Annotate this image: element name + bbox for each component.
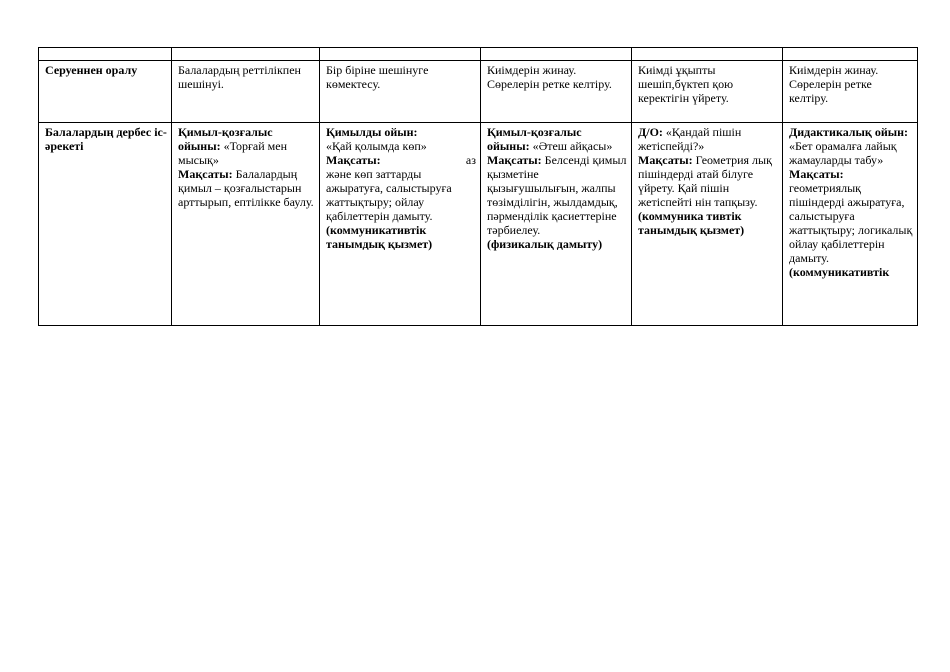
game-name: «Әтеш айқасы» bbox=[532, 139, 613, 153]
goal-text: және көп заттарды ажыратуға, салыстыруға жаттықтыру; ойлау қабілеттерін дамыту. bbox=[326, 167, 452, 223]
goal-text: Белсенді қимыл қызметіне қызығушылығын, жалпы төзімділігін, жылдамдық, пәрменділік қасиеттеріне тәрбиелеу. bbox=[487, 153, 627, 237]
activity-cell-3 bbox=[481, 123, 632, 326]
activity-tag: (физикалық дамыту) bbox=[487, 237, 603, 251]
row-label-return: Серуеннен оралу bbox=[39, 61, 172, 123]
game-title: Қимылды ойын: bbox=[326, 125, 418, 139]
row-label-activity: Балалардың дербес іс-әрекеті bbox=[39, 123, 172, 326]
table-cell bbox=[481, 48, 632, 61]
return-cell-3: Киімдерін жинау. Сөрелерін ретке келтіру. bbox=[481, 61, 632, 123]
game-name: «Торғай мен мысық» bbox=[178, 139, 288, 167]
table-cell bbox=[783, 48, 918, 61]
goal-word: аз bbox=[465, 153, 476, 167]
return-cell-4: Киімді ұқыпты шешіп,бүктеп қою керектігін үйрету. bbox=[632, 61, 783, 123]
goal-line bbox=[326, 153, 476, 167]
goal-label: Мақсаты: bbox=[638, 153, 693, 167]
game-title: Д/О: bbox=[638, 125, 663, 139]
game-title: Дидактикалық ойын: bbox=[789, 125, 909, 139]
goal-label: Мақсаты: bbox=[487, 153, 542, 167]
game-name: «Қандай пішін жетіспейді?» bbox=[638, 125, 742, 153]
table-row-return-from-walk bbox=[39, 61, 918, 123]
table-cell bbox=[39, 48, 172, 61]
game-name: «Қай қолымда көп» bbox=[326, 139, 427, 153]
activity-tag: (коммуникативтік танымдық қызмет) bbox=[326, 223, 433, 251]
game-title: Қимыл-қозғалыс ойыны: bbox=[178, 125, 273, 153]
goal-text: Балалардың қимыл – қозғалыстарын арттырып, ептілікке баулу. bbox=[178, 167, 314, 209]
table-row-independent-activity bbox=[39, 123, 918, 326]
activity-cell-1 bbox=[172, 123, 320, 326]
game-title: Қимыл-қозғалыс ойыны: bbox=[487, 125, 582, 153]
goal-text: Геометрия лық пішіндерді атай білуге үйрету. Қай пішін жетіспейті нін тапқызу. bbox=[638, 153, 772, 209]
activity-cell-5 bbox=[783, 123, 918, 326]
return-cell-1: Балалардың реттілікпен шешінуі. bbox=[172, 61, 320, 123]
table-row-header-empty bbox=[39, 48, 918, 61]
activity-cell-4 bbox=[632, 123, 783, 326]
daily-plan-table bbox=[38, 47, 918, 326]
game-name: «Бет орамалға лайық жамауларды табу» bbox=[789, 139, 897, 167]
activity-tag: (коммуникативтік bbox=[789, 265, 890, 279]
return-cell-2: Бір біріне шешінуге көмектесу. bbox=[320, 61, 481, 123]
table-cell bbox=[632, 48, 783, 61]
goal-label: Мақсаты: bbox=[789, 167, 844, 181]
activity-cell-2 bbox=[320, 123, 481, 326]
return-cell-5: Киімдерін жинау. Сөрелерін ретке келтіру. bbox=[783, 61, 918, 123]
table-cell bbox=[320, 48, 481, 61]
goal-label: Мақсаты: bbox=[178, 167, 233, 181]
table-cell bbox=[172, 48, 320, 61]
activity-tag: (коммуника тивтік танымдық қызмет) bbox=[638, 209, 745, 237]
goal-text: геометриялық пішіндерді ажыратуға, салыстыруға жаттықтыру; логикалық ойлау қабілеттерін дамыту. bbox=[789, 181, 913, 265]
goal-label: Мақсаты: bbox=[326, 153, 381, 167]
